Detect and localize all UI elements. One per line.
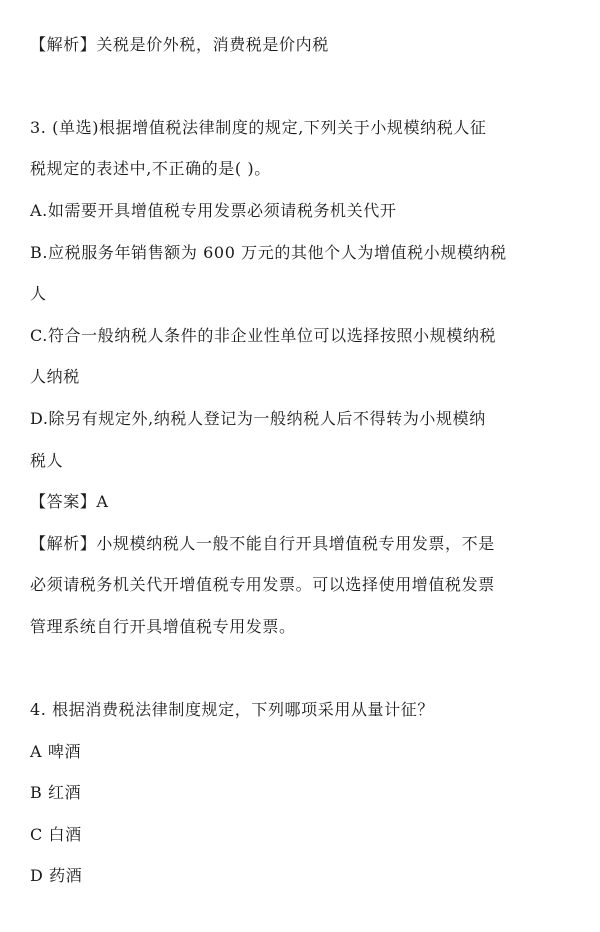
question-4-stem: 4. 根据消费税法律制度规定，下列哪项采用从量计征？ [30, 700, 434, 719]
question-3-stem-line-2: 税规定的表述中,不正确的是( )。 [30, 159, 271, 178]
question-3-option-c-line-2: 人纳税 [30, 367, 80, 386]
question-3-analysis-line-1: 【解析】小规模纳税人一般不能自行开具增值税专用发票，不是 [30, 534, 495, 553]
question-3-option-d-line-2: 税人 [30, 451, 64, 470]
question-3-analysis-line-3: 管理系统自行开具增值税专用发票。 [30, 617, 296, 636]
question-3-analysis-line-2: 必须请税务机关代开增值税专用发票。可以选择使用增值税发票 [30, 575, 495, 594]
question-3-option-a: A.如需要开具增值税专用发票必须请税务机关代开 [30, 201, 397, 220]
question-4-option-a: A 啤酒 [30, 742, 82, 761]
question-4-option-d: D 药酒 [30, 866, 83, 885]
question-3-option-c-line-1: C.符合一般纳税人条件的非企业性单位可以选择按照小规模纳税 [30, 326, 497, 345]
previous-analysis: 【解析】关税是价外税，消费税是价内税 [30, 35, 329, 54]
question-4-option-b: B 红酒 [30, 783, 82, 802]
question-3-option-b-line-1: B.应税服务年销售额为 600 万元的其他个人为增值税小规模纳税 [30, 243, 507, 262]
question-4-option-c: C 白酒 [30, 825, 82, 844]
question-3-option-b-line-2: 人 [30, 284, 47, 303]
question-3-answer: 【答案】A [30, 492, 109, 511]
question-3-stem-line-1: 3. (单选)根据增值税法律制度的规定,下列关于小规模纳税人征 [30, 118, 487, 137]
question-3-option-d-line-1: D.除另有规定外,纳税人登记为一般纳税人后不得转为小规模纳 [30, 409, 486, 428]
